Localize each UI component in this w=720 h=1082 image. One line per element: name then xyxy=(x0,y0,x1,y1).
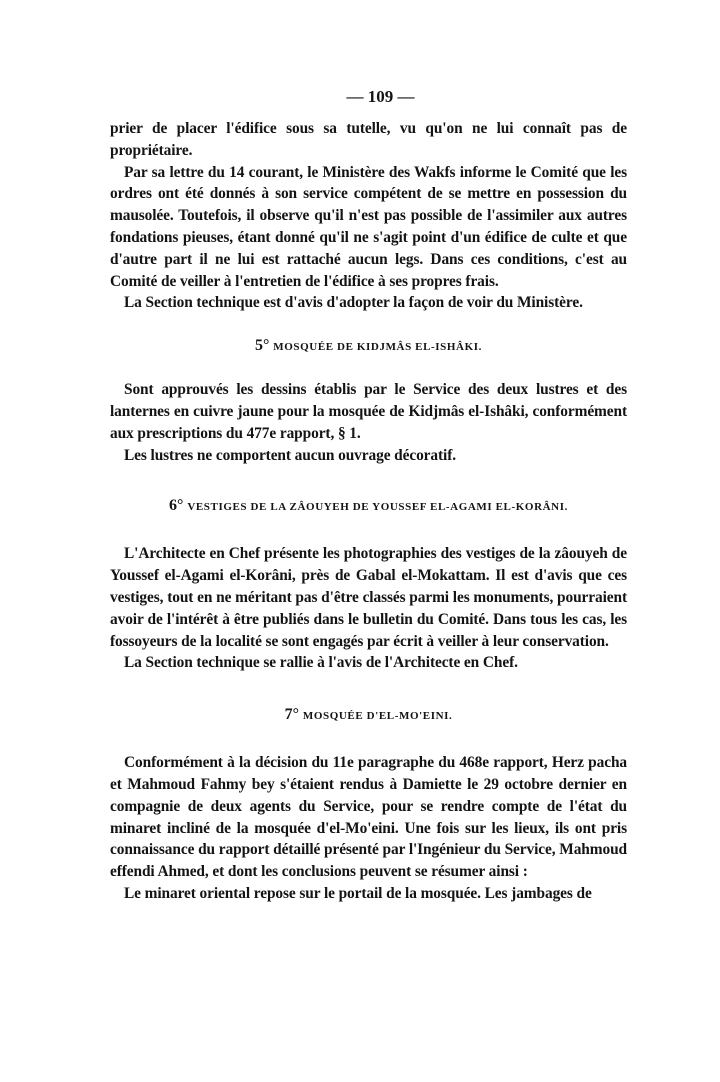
intro-paragraph-2: Par sa lettre du 14 courant, le Ministère des Wakfs informe le Comité que les ordres ont été donnés à son service compétent de se mettre en possession du mausolée. Toutefois, il observe qu'il n'est pas possible de l'assimiler aux autres fondations pieuses, étant donné qu'il ne s'agit point d'un édifice de culte et que d'autre part il ne lui est rattaché aucun legs. Dans ces conditions, c'est au Comité de veiller à l'entretien de l'édifice à ses propres frais. xyxy=(110,163,627,290)
intro-paragraph-3: La Section technique est d'avis d'adopter la façon de voir du Ministère. xyxy=(124,294,583,312)
section-7-paragraph-1: Conformément à la décision du 11e paragraphe du 468e rapport, Herz pacha et Mahmoud Fahmy bey s'étaient rendus à Damiette le 29 octobre dernier en compagnie de deux agents du Service, pour se rendre compte de l'état du minaret incliné de la mosquée d'el-Mo'eini. Une fois sur les lieux, ils ont pris connaissance du rapport détaillé présenté par l'Ingénieur du Service, Mahmoud effendi Ahmed, et dont les conclusions peuvent se résumer ainsi : xyxy=(110,754,627,881)
page-number: — 109 — xyxy=(346,87,415,106)
section-7-heading xyxy=(110,705,627,726)
spacer xyxy=(110,726,627,752)
section-5-paragraph-2: Les lustres ne comportent aucun ouvrage décoratif. xyxy=(124,446,456,464)
section-7-number: 7° xyxy=(284,706,299,724)
section-5-title: MOSQUÉE DE KIDJMÂS EL-ISHÂKI. xyxy=(273,341,482,354)
spacer xyxy=(110,466,627,496)
section-6-number: 6° xyxy=(169,497,184,515)
spacer xyxy=(110,517,627,543)
spacer xyxy=(110,674,627,705)
spacer xyxy=(110,314,627,336)
section-5-number: 5° xyxy=(255,337,270,355)
section-5-paragraph-1: Sont approuvés les dessins établis par le Service des deux lustres et des lanternes en cuivre jaune pour la mosquée de Kidjmâs el-Ishâki, conformément aux prescriptions du 477e rapport, § 1. xyxy=(110,381,627,442)
section-6-heading xyxy=(110,496,627,517)
intro-paragraph-1: prier de placer l'édifice sous sa tutelle, vu qu'on ne lui connaît pas de propriétaire. xyxy=(110,120,627,159)
section-7-paragraph-2: Le minaret oriental repose sur le portail de la mosquée. Les jambages de xyxy=(124,884,592,902)
section-5-heading xyxy=(110,336,627,357)
section-6-title: VESTIGES DE LA ZÂOUYEH DE YOUSSEF EL-AGAMI EL-KORÂNI. xyxy=(187,501,568,514)
section-6-paragraph-2: La Section technique se rallie à l'avis de l'Architecte en Chef. xyxy=(124,654,518,672)
spacer xyxy=(110,357,627,379)
section-7-title: MOSQUÉE D'EL-MO'EINI. xyxy=(302,710,453,723)
document-page xyxy=(110,86,627,905)
section-6-paragraph-1: L'Architecte en Chef présente les photographies des vestiges de la zâouyeh de Youssef el-Agami el-Korâni, près de Gabal el-Mokattam. Il est d'avis que ces vestiges, tout en ne méritant pas d'être classés parmi les monuments, pourraient avoir de l'intérêt à être publiés dans le bulletin du Comité. Dans tous les cas, les fossoyeurs de la localité se sont engagés par écrit à veiller à leur conservation. xyxy=(110,545,627,650)
